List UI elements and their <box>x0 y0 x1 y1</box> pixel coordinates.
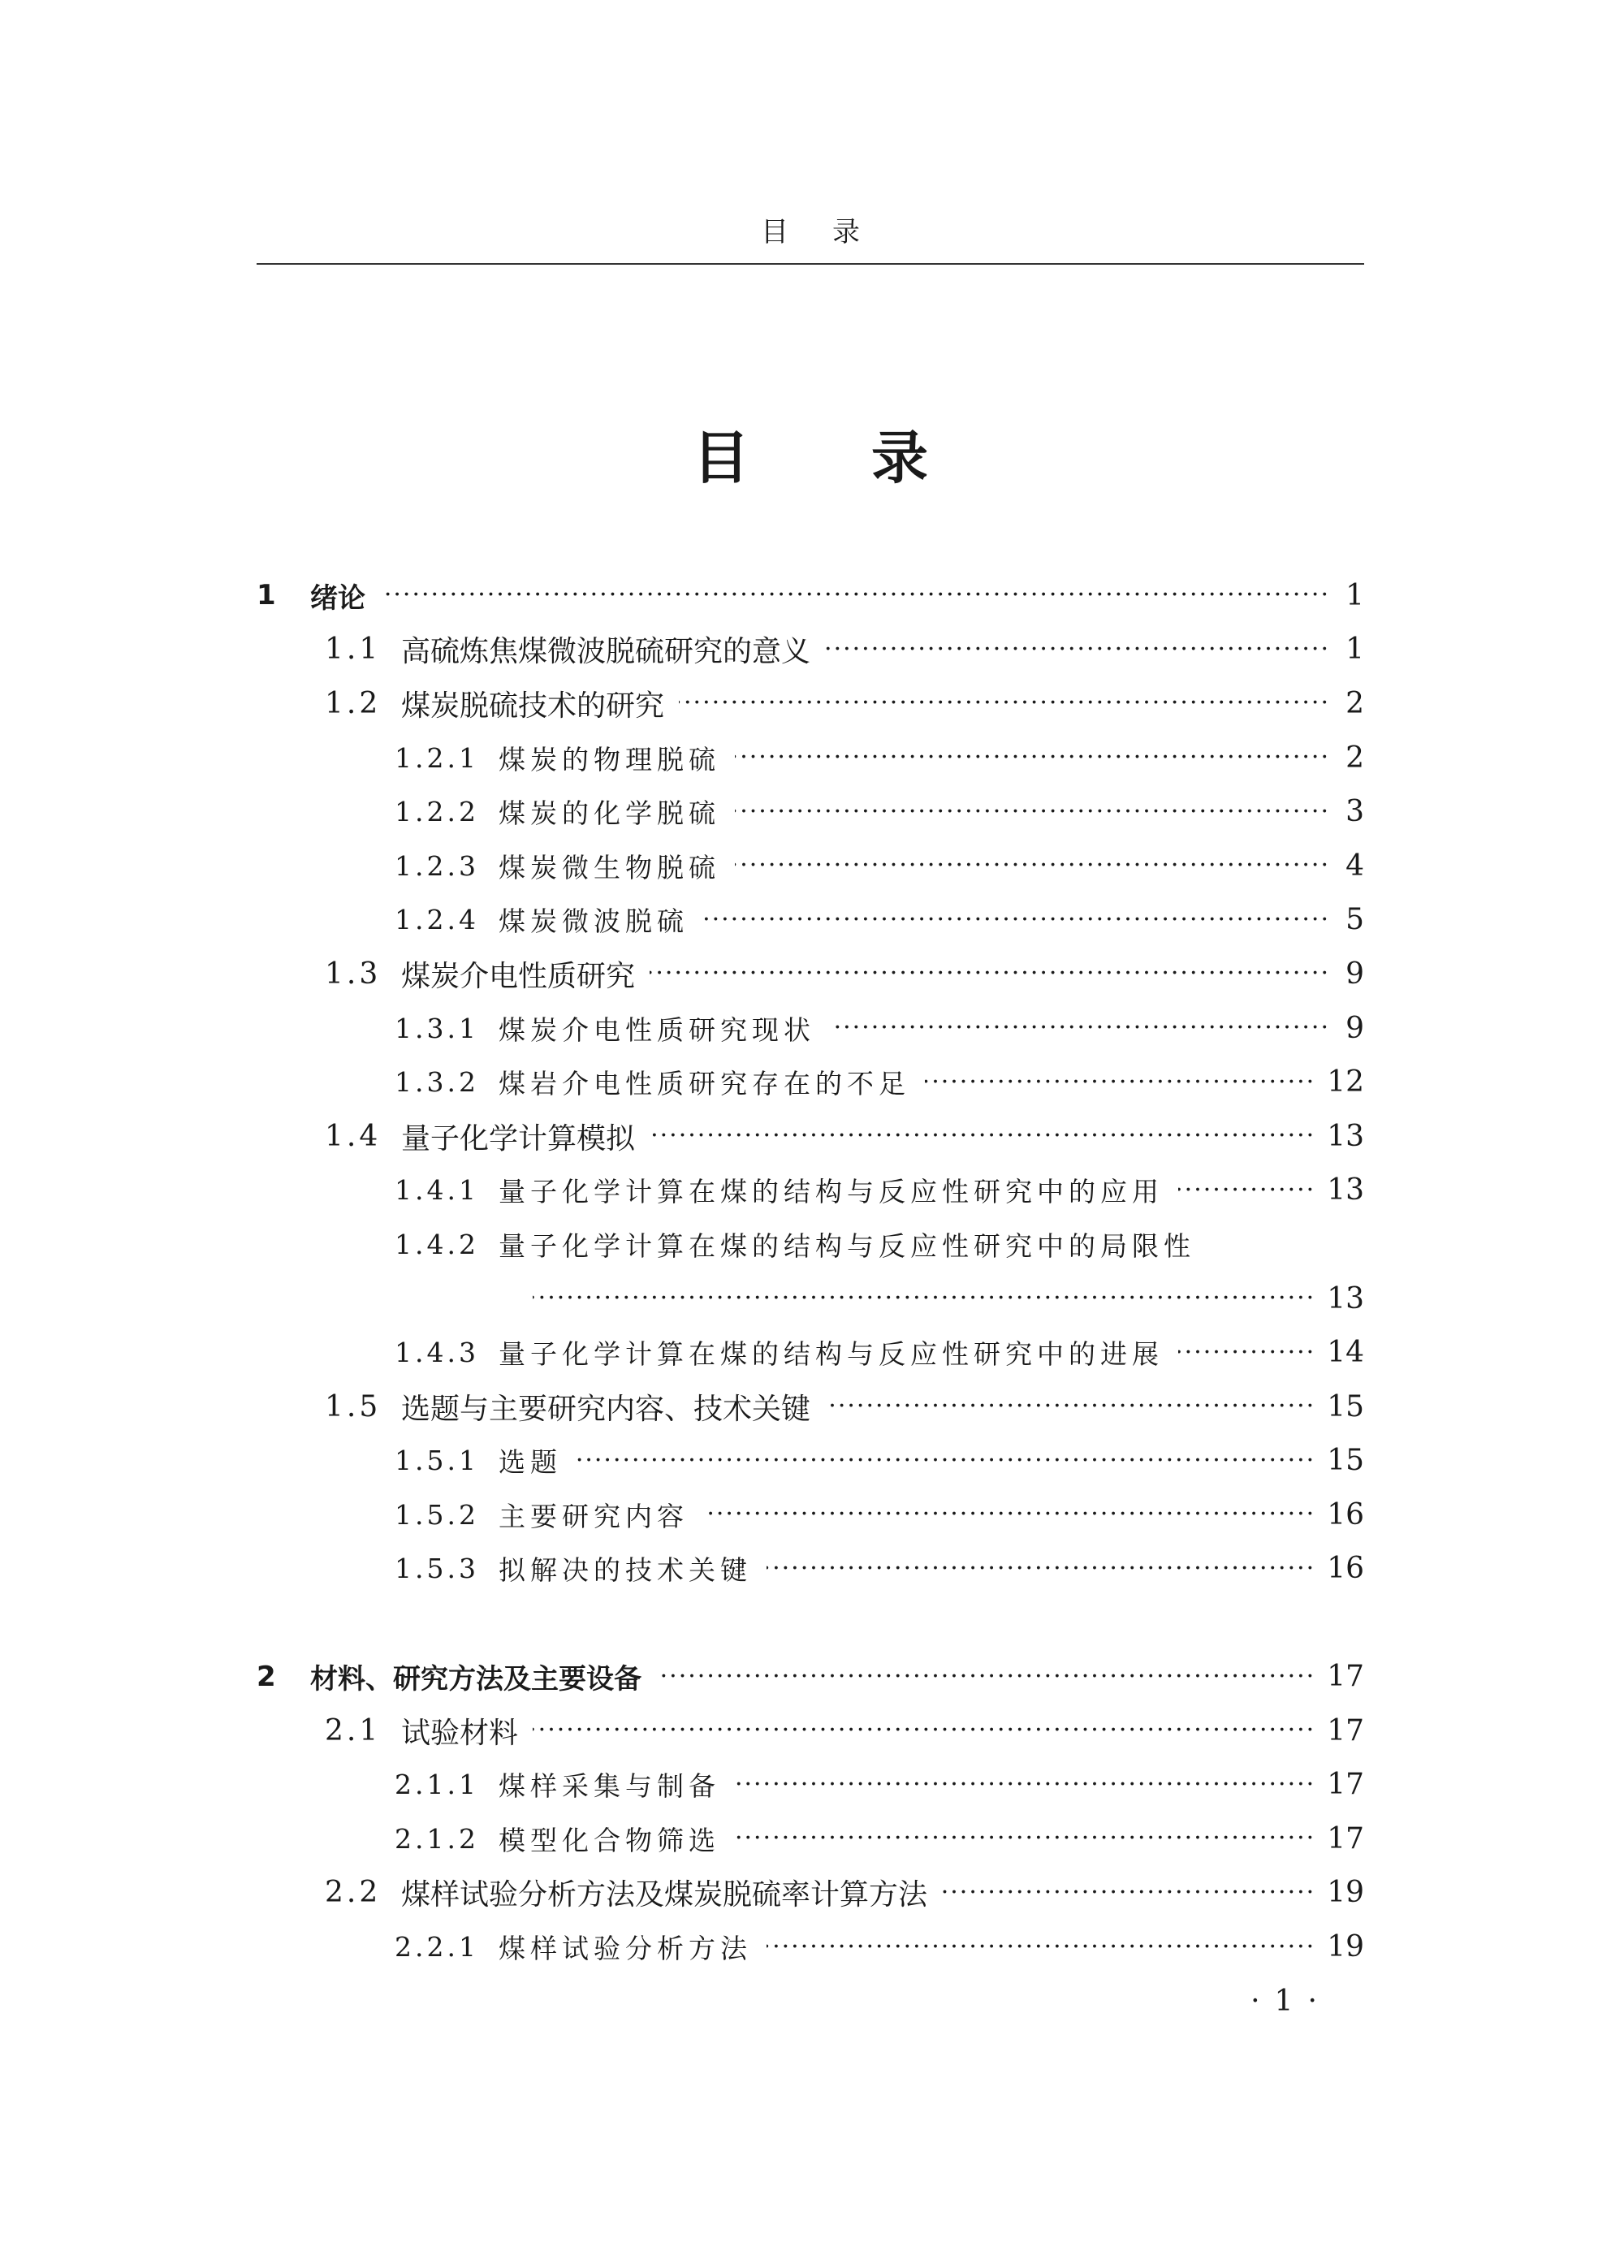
toc-entry-leader <box>830 1012 1330 1044</box>
toc-entry[interactable] <box>257 1380 1364 1434</box>
toc-entry-page: 15 <box>1327 1444 1364 1478</box>
toc-entry-page: 9 <box>1345 957 1364 991</box>
toc-entry-page: 15 <box>1327 1389 1364 1423</box>
toc-entry-title: 煤样试验分析方法 <box>499 1933 752 1965</box>
page-number: ·1· <box>1250 1985 1332 2018</box>
toc-entry[interactable] <box>257 676 1364 731</box>
toc-entry-title: 煤炭的物理脱硫 <box>499 743 720 775</box>
toc-entry-page: 13 <box>1327 1119 1364 1153</box>
toc-entry-title: 模型化合物筛选 <box>499 1824 720 1856</box>
toc-entry[interactable] <box>257 1866 1364 1920</box>
toc-entry-title: 量子化学计算在煤的结构与反应性研究中的应用 <box>499 1176 1164 1208</box>
toc-entry[interactable] <box>257 1542 1364 1596</box>
toc-entry-number: 2.1.2 <box>395 1822 479 1855</box>
toc-entry[interactable] <box>257 1109 1364 1164</box>
toc-entry[interactable] <box>257 1812 1364 1866</box>
table-of-contents <box>257 568 1364 1974</box>
toc-entry-leader <box>735 796 1330 828</box>
toc-entry-page: 16 <box>1327 1497 1364 1531</box>
toc-entry[interactable] <box>257 947 1364 1001</box>
toc-entry-title: 选题与主要研究内容、技术关键 <box>401 1392 811 1426</box>
toc-entry-number: 2.1 <box>325 1713 382 1747</box>
toc-entry-number: 1.5 <box>325 1389 382 1423</box>
toc-entry-page: 17 <box>1327 1768 1364 1802</box>
toc-entry-page: 9 <box>1345 1011 1364 1045</box>
toc-entry-number: 1.5.1 <box>395 1445 479 1477</box>
toc-entry-leader <box>825 633 1330 666</box>
toc-entry-page: 5 <box>1345 903 1364 937</box>
toc-entry-page: 2 <box>1345 741 1364 775</box>
toc-entry-leader <box>925 1066 1315 1099</box>
toc-entry-page: 17 <box>1327 1821 1364 1855</box>
toc-entry[interactable] <box>257 623 1364 677</box>
toc-entry-leader <box>679 687 1330 719</box>
toc-entry-title: 煤炭微波脱硫 <box>499 905 689 938</box>
toc-entry[interactable] <box>257 839 1364 893</box>
toc-entry-number: 1.5.3 <box>395 1553 479 1585</box>
toc-entry-leader <box>735 1769 1315 1801</box>
toc-entry-title: 高硫炼焦煤微波脱硫研究的意义 <box>401 635 811 669</box>
toc-entry-leader <box>767 1553 1315 1585</box>
toc-entry-leader <box>656 1661 1315 1693</box>
toc-entry-title: 煤炭微生物脱硫 <box>499 851 720 883</box>
toc-entry-leader <box>577 1445 1315 1477</box>
toc-entry[interactable] <box>257 1757 1364 1812</box>
toc-entry-title: 量子化学计算在煤的结构与反应性研究中的进展 <box>499 1338 1164 1371</box>
toc-entry-number: 1.1 <box>325 633 382 667</box>
toc-entry-page: 17 <box>1327 1660 1364 1694</box>
toc-entry-number: 1.3.1 <box>395 1012 479 1044</box>
running-header: 目录 <box>761 216 904 248</box>
toc-entry-page: 13 <box>1327 1173 1364 1207</box>
toc-entry-title: 煤炭介电性质研究 <box>401 959 636 993</box>
toc-entry-page: 2 <box>1345 686 1364 720</box>
toc-entry-title: 绪论 <box>310 581 365 615</box>
toc-entry-title: 材料、研究方法及主要设备 <box>310 1663 641 1696</box>
toc-entry-leader <box>380 579 1330 611</box>
toc-entry-number: 2.1.1 <box>395 1769 479 1801</box>
toc-entry-page: 19 <box>1327 1876 1364 1910</box>
toc-entry[interactable] <box>257 1649 1364 1704</box>
toc-entry-title: 试验材料 <box>401 1716 519 1750</box>
toc-entry-page: 4 <box>1345 849 1364 883</box>
toc-entry-leader <box>533 1714 1315 1747</box>
toc-entry-title: 煤样采集与制备 <box>499 1770 720 1803</box>
toc-entry-leader <box>1178 1337 1315 1369</box>
toc-entry-number: 1 <box>257 579 276 612</box>
toc-entry-leader <box>735 849 1330 882</box>
toc-entry-title: 煤炭脱硫技术的研究 <box>401 689 665 723</box>
toc-entry[interactable] <box>257 784 1364 839</box>
toc-entry-number: 1.4.3 <box>395 1337 479 1369</box>
toc-entry-number: 2.2.1 <box>395 1931 479 1963</box>
toc-entry-page: 14 <box>1327 1336 1364 1370</box>
toc-entry-number: 1.3.2 <box>395 1066 479 1099</box>
toc-entry-number: 2 <box>257 1660 276 1693</box>
toc-entry[interactable] <box>257 1055 1364 1109</box>
toc-entry[interactable] <box>257 1434 1364 1488</box>
toc-entry-page: 17 <box>1327 1713 1364 1747</box>
toc-entry-number: 2.2 <box>325 1876 382 1910</box>
toc-entry-title: 煤炭介电性质研究现状 <box>499 1013 815 1046</box>
header-rule <box>257 263 1364 265</box>
toc-entry-page: 1 <box>1345 633 1364 667</box>
toc-entry-leader <box>767 1931 1315 1963</box>
toc-entry[interactable] <box>257 1217 1364 1272</box>
toc-entry-page: 12 <box>1327 1065 1364 1099</box>
toc-entry-number: 1.2 <box>325 686 382 720</box>
toc-entry-title: 主要研究内容 <box>499 1500 689 1532</box>
toc-entry-number: 1.4.2 <box>395 1228 479 1260</box>
toc-entry-leader <box>533 1282 1315 1315</box>
toc-entry-number: 1.2.1 <box>395 741 479 774</box>
toc-entry[interactable] <box>257 1272 1364 1326</box>
toc-entry-number: 1.2.2 <box>395 796 479 828</box>
toc-entry[interactable] <box>257 1920 1364 1974</box>
toc-entry-title: 煤炭的化学脱硫 <box>499 797 720 830</box>
toc-entry[interactable] <box>257 1704 1364 1758</box>
toc-entry-leader <box>703 1498 1315 1531</box>
toc-entry[interactable] <box>257 1325 1364 1380</box>
toc-entry-page: 1 <box>1345 578 1364 612</box>
toc-entry[interactable] <box>257 1001 1364 1056</box>
toc-entry[interactable] <box>257 1488 1364 1542</box>
toc-entry-number: 1.4.1 <box>395 1174 479 1207</box>
toc-entry-title: 拟解决的技术关键 <box>499 1554 752 1587</box>
toc-entry-number: 1.2.3 <box>395 849 479 882</box>
toc-entry[interactable] <box>257 731 1364 785</box>
toc-entry-leader <box>942 1877 1315 1909</box>
toc-entry-leader <box>735 741 1330 774</box>
toc-entry-page: 3 <box>1345 795 1364 829</box>
toc-entry-leader <box>825 1390 1315 1423</box>
toc-entry-number: 1.4 <box>325 1119 382 1153</box>
toc-entry-page: 16 <box>1327 1552 1364 1586</box>
toc-entry-title: 煤样试验分析方法及煤炭脱硫率计算方法 <box>401 1878 928 1912</box>
toc-entry[interactable] <box>257 1164 1364 1218</box>
toc-entry-number: 1.2.4 <box>395 904 479 936</box>
toc-entry-leader <box>650 957 1330 990</box>
toc-entry-title: 量子化学计算模拟 <box>401 1121 636 1156</box>
toc-entry-leader <box>703 904 1330 936</box>
toc-entry-leader <box>1178 1174 1315 1207</box>
toc-entry-title: 量子化学计算在煤的结构与反应性研究中的局限性 <box>499 1229 1195 1262</box>
toc-entry[interactable] <box>257 893 1364 948</box>
toc-entry-title: 煤岩介电性质研究存在的不足 <box>499 1068 910 1100</box>
toc-entry-page: 19 <box>1327 1930 1364 1964</box>
toc-entry-number: 1.5.2 <box>395 1498 479 1531</box>
toc-entry-page: 13 <box>1327 1281 1364 1315</box>
toc-entry-number: 1.3 <box>325 957 382 991</box>
toc-entry-leader <box>650 1120 1315 1152</box>
toc-entry[interactable] <box>257 568 1364 623</box>
page-title: 目录 <box>693 425 1050 491</box>
page-number-value: 1 <box>1274 1985 1308 2018</box>
toc-entry-leader <box>735 1822 1315 1855</box>
toc-entry-title: 选题 <box>499 1446 562 1479</box>
